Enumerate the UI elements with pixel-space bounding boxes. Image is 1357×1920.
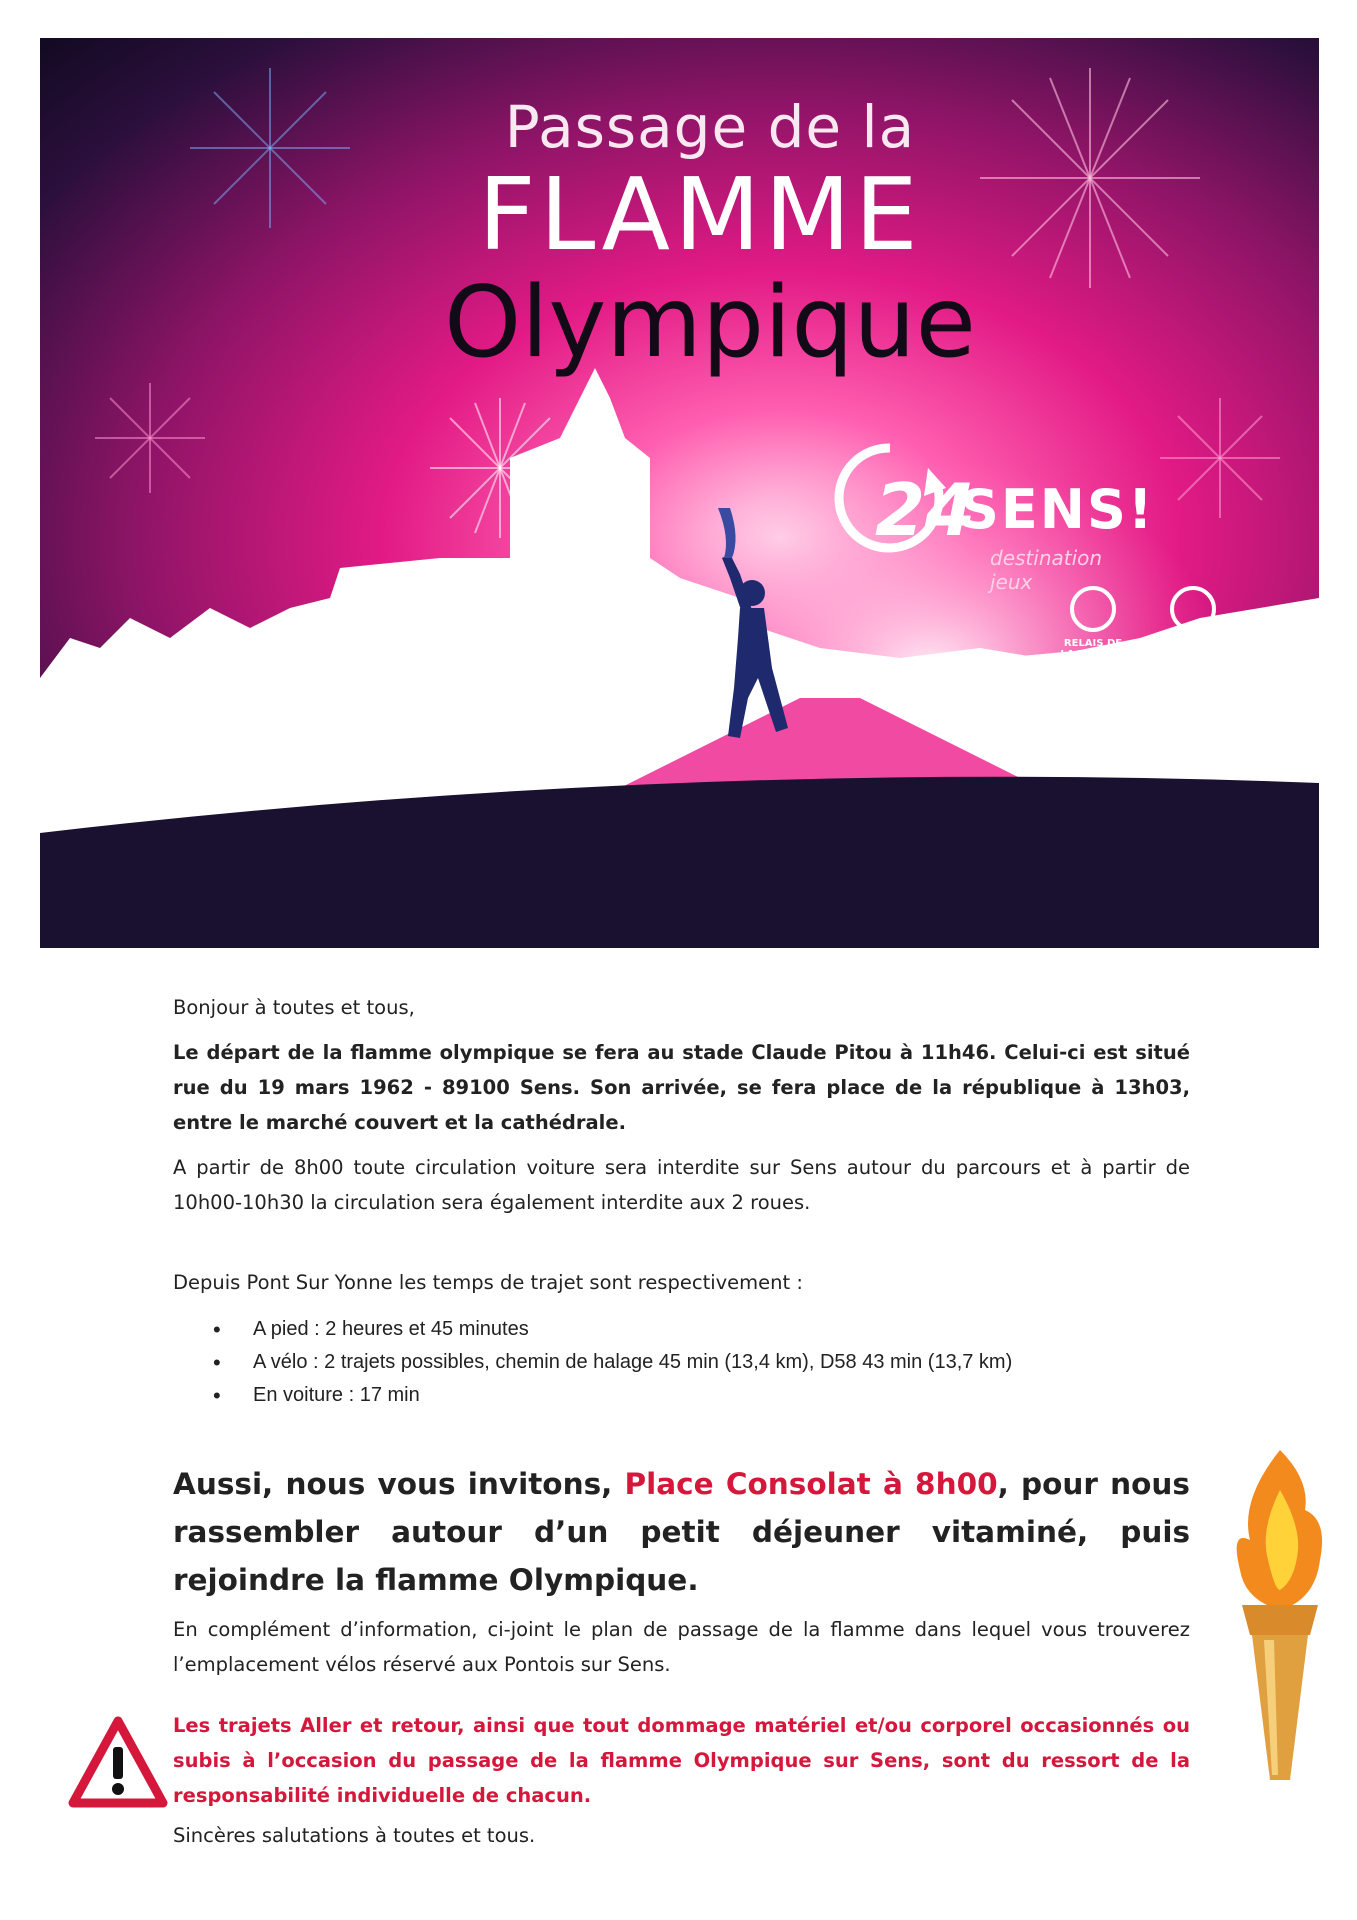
poster-title-line3: Olympique — [444, 266, 976, 380]
meeting-place: Place Consolat à 8h00 — [624, 1467, 998, 1501]
logo-name: SENS! — [960, 478, 1155, 541]
greeting: Bonjour à toutes et tous, — [173, 996, 415, 1019]
warning-triangle-icon — [68, 1715, 168, 1810]
complement-paragraph: En complément d’information, ci-joint le plan de passage de la flamme dans lequel vous trouverez l’emplacement vélos réservé aux Pontois sur Sens. — [173, 1618, 1190, 1676]
olympic-relay-badge: RELAIS DE LA FLAMME OLYMPIQUE PARIS 2024 — [1038, 586, 1148, 684]
departure-paragraph: Le départ de la flamme olympique se fera au stade Claude Pitou à 11h46. Celui-ci est situé rue du 19 mars 1962 - 89100 Sens. Son arrivée, se fera place de la république à 13h03, entre le marché couvert et la cathédrale. — [173, 1041, 1190, 1134]
flame-emblem-icon — [1170, 586, 1216, 632]
olympic-torch-icon — [1220, 1440, 1340, 1790]
paralympic-relay-badge: RELAIS DE LA FLAMME PARALYMPIQUE PARIS 2024 — [1138, 586, 1248, 684]
flame-emblem-icon — [1070, 586, 1116, 632]
traffic-paragraph: A partir de 8h00 toute circulation voiture sera interdite sur Sens autour du parcours et à partir de 10h00-10h30 la circulation sera également interdite aux 2 roues. — [173, 1156, 1190, 1214]
list-item: • A pied : 2 heures et 45 minutes — [173, 1313, 1190, 1346]
closing: Sincères salutations à toutes et tous. — [173, 1824, 536, 1847]
warning-paragraph: Les trajets Aller et retour, ainsi que tout dommage matériel et/ou corporel occasionnés ou subis à l’occasion du passage de la flamme Olympique sur Sens, sont du ressort de la responsabilité individuelle de chacun. — [173, 1714, 1190, 1807]
travel-modes-list — [173, 1313, 1190, 1412]
poster-title-line2: FLAMME — [478, 156, 922, 273]
event-poster — [40, 38, 1319, 948]
list-item: • En voiture : 17 min — [173, 1379, 1190, 1412]
invitation-paragraph: Aussi, nous vous invitons, Place Consolat à 8h00, pour nous rassembler autour d’un petit déjeuner vitaminé, puis rejoindre la flamme Olympique. — [173, 1467, 1190, 1597]
sens-logo — [820, 428, 1155, 594]
logo-tagline: destination jeux — [990, 546, 1103, 594]
travel-intro: Depuis Pont Sur Yonne les temps de trajet sont respectivement : — [173, 1271, 803, 1294]
poster-title-line1: Passage de la — [504, 93, 916, 161]
logo-number: 24 — [875, 468, 976, 552]
list-item: • A vélo : 2 trajets possibles, chemin de halage 45 min (13,4 km), D58 43 min (13,7 km) — [173, 1346, 1190, 1379]
